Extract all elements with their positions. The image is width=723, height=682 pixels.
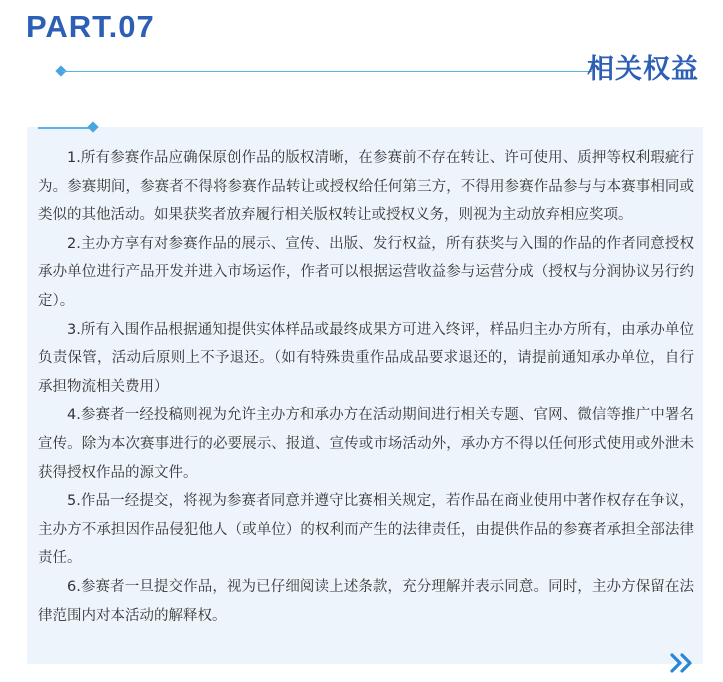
clause-6: 6.参赛者一旦提交作品，视为已仔细阅读上述条款，充分理解并表示同意。同时，主办方保留在法律范围内对本活动的解释权。 (38, 578, 694, 624)
top-divider-line (62, 71, 592, 72)
clause-5: 5.作品一经提交，将视为参赛者同意并遵守比赛相关规定，若作品在商业使用中著作权存在争议，主办方不承担因作品侵犯他人（或单位）的权利而产生的法律责任，由提供作品的参赛者承担全部法律责任。 (38, 493, 694, 567)
rights-clauses (38, 144, 694, 630)
clause-2: 2.主办方享有对参赛作品的展示、宣传、出版、发行权益，所有获奖与入围的作品的作者同意授权承办单位进行产品开发并进入市场运作，作者可以根据运营收益参与运营分成（授权与分润协议另行约定）。 (38, 235, 694, 309)
clause-4: 4.参赛者一经投稿则视为允许主办方和承办方在活动期间进行相关专题、官网、微信等推广中署名宣传。除为本次赛事进行的必要展示、报道、宣传或市场活动外，承办方不得以任何形式使用或外泄未获得授权作品的源文件。 (38, 407, 694, 481)
section-title: 相关权益 (587, 54, 699, 85)
clause-3: 3.所有入围作品根据通知提供实体样品或最终成果方可进入终评，样品归主办方所有，由承办单位负责保管，活动后原则上不予退还。（如有特殊贵重作品成品要求退还的，请提前通知承办单位，自行承担物流相关费用） (38, 321, 694, 395)
part-label: PART.07 (26, 9, 155, 44)
panel-accent-line (38, 127, 92, 129)
double-chevron-right-icon[interactable] (669, 650, 695, 676)
clause-1: 1.所有参赛作品应确保原创作品的版权清晰，在参赛前不存在转让、许可使用、质押等权利瑕疵行为。参赛期间，参赛者不得将参赛作品转让或授权给任何第三方，不得用参赛作品参与与本赛事相同或类似的其他活动。如果获奖者放弃履行相关版权转让或授权义务，则视为主动放弃相应奖项。 (38, 150, 694, 224)
